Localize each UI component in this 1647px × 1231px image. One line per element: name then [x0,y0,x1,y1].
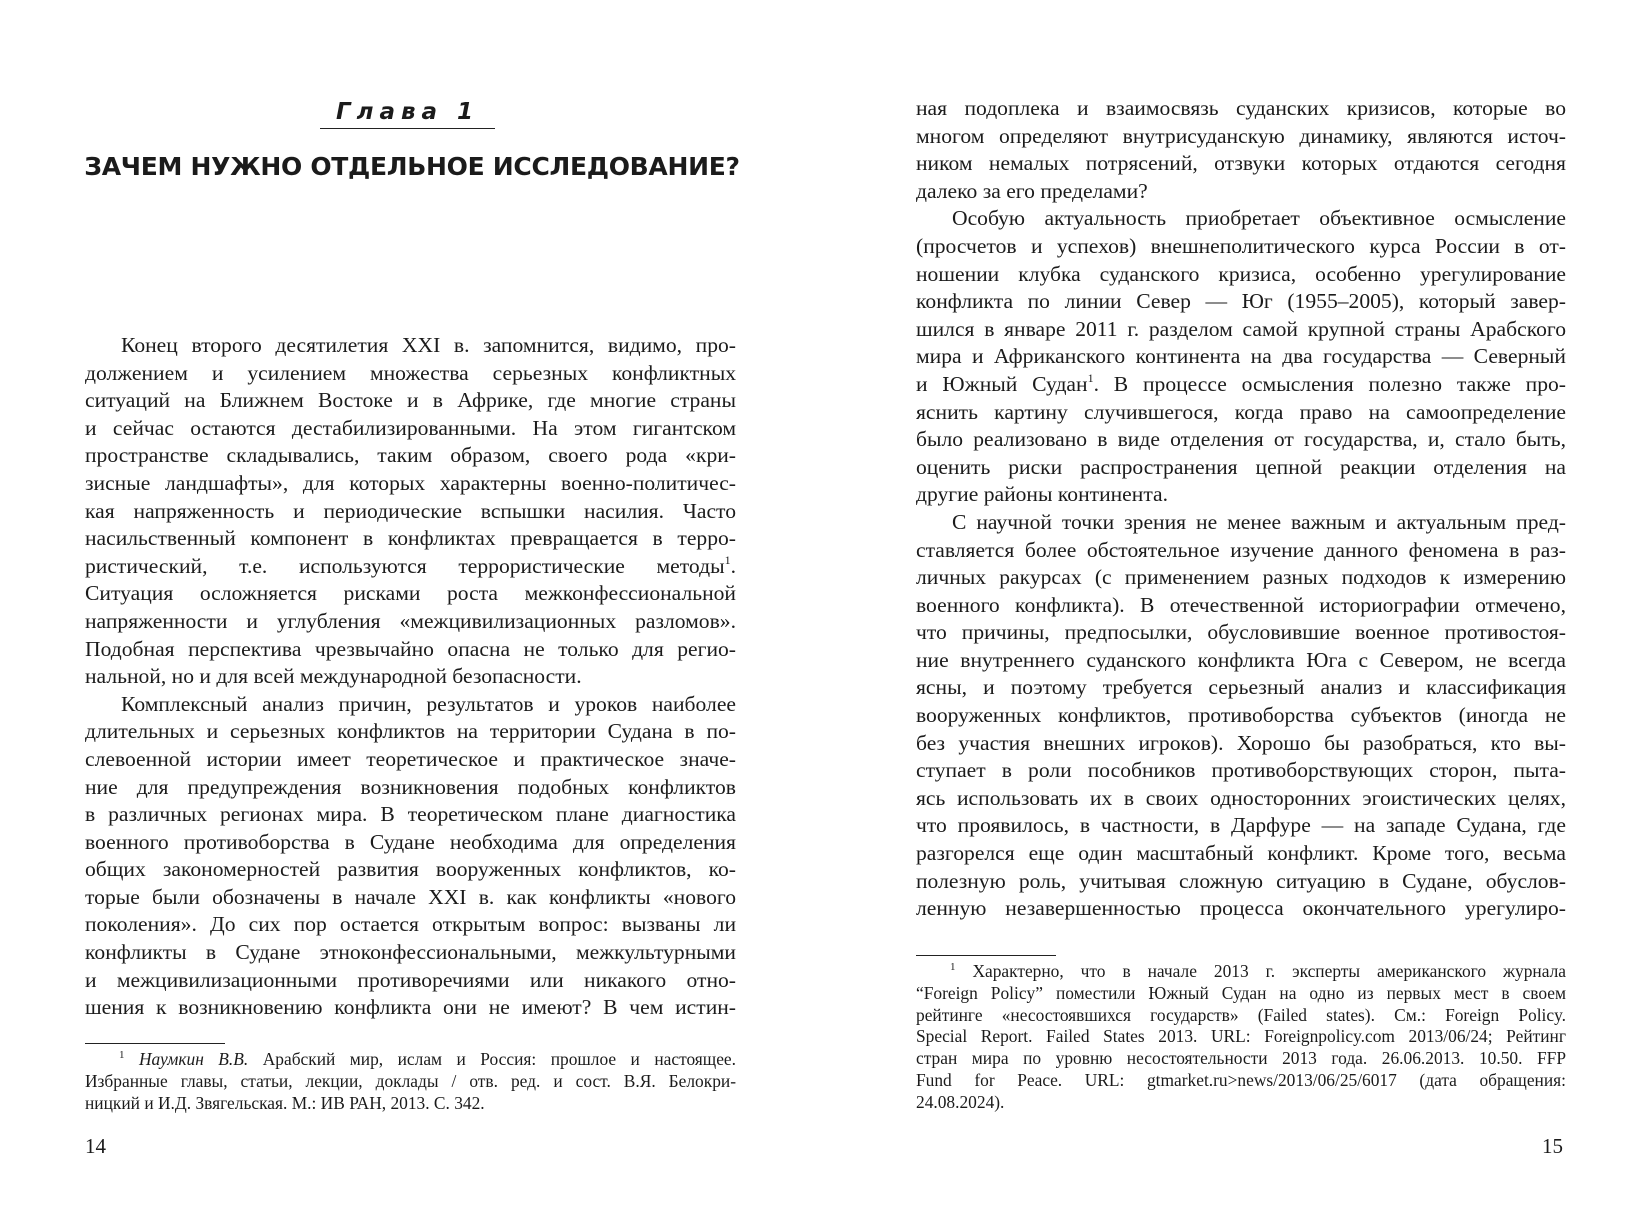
text-line: ленную незавершенностью процесса окончательного урегулиро- [916,896,1566,921]
footnote-line: Special Report. Failed States 2013. URL: Foreignpolicy.com 2013/06/24; Рейтинг [916,1026,1566,1047]
chapter-title: ЗАЧЕМ НУЖНО ОТДЕЛЬНОЕ ИССЛЕДОВАНИЕ? [84,152,740,181]
text-line: ние внутреннего суданского конфликта Юга с Севером, не всегда [916,647,1566,672]
footnote-reference[interactable]: 1 [1087,370,1094,385]
text-line: зисные ландшафты», для которых характерны военно-политичес- [85,470,736,495]
text-line: ристический, т.е. используются террористические методы$^1$. [85,552,736,578]
text-line: должением и усилением множества серьезных конфликтных [85,360,736,385]
page-number: 14 [85,1134,106,1158]
text-line: вооруженных конфликтов, противоборства субъектов (иногда не [916,703,1566,728]
chapter-label: Глава 1 [320,99,495,129]
footnote-number: 1 [119,1049,125,1061]
text-line: ником немалых потрясений, отзвуки которых отдаются сегодня [916,151,1566,176]
text-line: торые были обозначены в начале XXI в. как конфликты «нового [85,884,736,909]
footnote-line: “Foreign Policy” поместили Южный Судан на одно из первых мест в своем [916,982,1566,1003]
text-line: (просчетов и успехов) внешнеполитического курса России в от- [916,233,1566,258]
text-line: Подобная перспектива чрезвычайно опасна не только для регио- [85,636,736,661]
footnote-divider [916,955,1056,956]
text-line: военного противоборства в Судане необходима для определения [85,829,736,854]
text-line: Ситуация осложняется рисками роста межконфессиональной [85,581,736,606]
text-line: насильственный компонент в конфликтах превращается в терро- [85,526,736,551]
right-page [824,0,1647,1231]
text-line: шился в январе 2011 г. разделом самой крупной страны Арабского [916,316,1566,341]
text-line: длительных и серьезных конфликтов на территории Судана в по- [85,719,736,744]
footnote-line: $^1$ Наумкин В.В. Арабский мир, ислам и Россия: прошлое и настоящее. [119,1049,736,1069]
text-line: конфликта по линии Север — Юг (1955–2005), который завер- [916,289,1566,314]
text-line: слевоенной истории имеет теоретическое и практическое значе- [85,746,736,771]
page-number: 15 [1542,1134,1563,1158]
text-line: другие районы континента. [916,482,1169,507]
text-line: ставляется более обстоятельное изучение данного феномена в раз- [916,537,1566,562]
text-line: многом определяют внутрисуданскую динамику, являются источ- [916,123,1566,148]
text-line: ступает в роли пособников противоборствующих сторон, пыта- [916,758,1566,783]
right-body-text [916,95,1566,923]
text-line: напряженности и углубления «межцивилизационных разломов». [85,608,736,633]
text-line: было реализовано в виде отделения от государства, и, стало быть, [916,427,1566,452]
text-line: Комплексный анализ причин, результатов и уроков наиболее [121,691,736,716]
text-line: далеко за его пределами? [916,178,1148,203]
footnote-line: стран мира по уровню несостоятельности 2013 года. 26.06.2013. 10.50. FFP [916,1048,1566,1069]
text-line: что проявилось, в частности, в Дарфуре — на западе Судана, где [916,813,1566,838]
text-line: личных ракурсах (с применением разных подходов к измерению [916,565,1566,590]
footnote-line: 24.08.2024). [916,1091,1005,1112]
text-line: ясны, и поэтому требуется серьезный анализ и классификация [916,675,1566,700]
text-line: ношении клубка суданского кризиса, особенно урегулирование [916,261,1566,286]
text-line: и сейчас остаются дестабилизированными. На этом гигантском [85,415,736,440]
footnote-line: рейтинге «несостоявшихся государств» (Failed states). См.: Foreign Policy. [916,1004,1566,1025]
footnote-number: 1 [950,961,956,973]
text-line: пространстве складывались, таким образом, своего рода «кри- [85,443,736,468]
text-line: ние для предупреждения возникновения подобных конфликтов [85,774,736,799]
left-footnote [85,1049,736,1114]
text-line: и Южный Судан$^1$. В процессе осмысления полезно также про- [916,370,1566,396]
footnote-line: ницкий и И.Д. Звягельская. М.: ИВ РАН, 2013. С. 342. [85,1092,485,1113]
text-line: разгорелся еще один масштабный конфликт. Кроме того, весьма [916,841,1566,866]
text-line: шения к возникновению конфликта они не имеют? В чем истин- [85,995,736,1020]
text-line: полезную роль, учитывая сложную ситуацию в Судане, обуслов- [916,868,1566,893]
text-line: общих закономерностей развития вооруженных конфликтов, ко- [85,857,736,882]
text-line: в различных регионах мира. В теоретическом плане диагностика [85,802,736,827]
left-body-text [85,332,736,1022]
text-line: нальной, но и для всей международной безопасности. [85,664,582,689]
text-line: ситуаций на Ближнем Востоке и в Африке, где многие страны [85,388,736,413]
text-line: Особую актуальность приобретает объективное осмысление [952,206,1566,231]
text-line: ная подоплека и взаимосвязь суданских кризисов, которые во [916,96,1566,120]
text-line: без участия внешних игроков). Хорошо бы разобраться, кто вы- [916,730,1566,755]
text-line: что причины, предпосылки, обусловившие военное противостоя- [916,620,1566,645]
footnote-author: Наумкин В.В. [138,1049,249,1069]
text-line: кая напряженность и периодические вспышки насилия. Часто [85,498,736,523]
text-line: мира и Африканского континента на два государства — Северный [916,344,1566,369]
right-footnote [916,961,1566,1114]
footnote-reference[interactable]: 1 [724,552,731,567]
text-line: военного конфликта). В отечественной историографии отмечено, [916,592,1566,617]
text-line: яснить картину случившегося, когда право на самоопределение [916,399,1566,424]
text-line: оценить риски распространения цепной реакции отделения на [916,454,1566,479]
text-line: конфликты в Судане этноконфессиональными, межкультурными [85,940,736,965]
footnote-line: Fund for Peace. URL: gtmarket.ru>news/2013/06/25/6017 (дата обращения: [916,1069,1566,1090]
footnote-divider [85,1043,225,1044]
text-line: С научной точки зрения не менее важным и актуальным пред- [952,509,1566,534]
text-line: поколения». До сих пор остается открытым вопрос: вызваны ли [85,912,736,937]
text-line: ясь использовать их в своих односторонних эгоистических целях, [916,785,1566,810]
footnote-line: Избранные главы, статьи, лекции, доклады / отв. ред. и сост. В.Я. Белокри- [85,1070,736,1091]
text-line: и межцивилизационными противоречиями или никакого отно- [85,967,736,992]
footnote-line: $^1$ Характерно, что в начале 2013 г. эксперты американского журнала [950,961,1566,981]
text-line: Конец второго десятилетия XXI в. запомнится, видимо, про- [121,333,736,357]
